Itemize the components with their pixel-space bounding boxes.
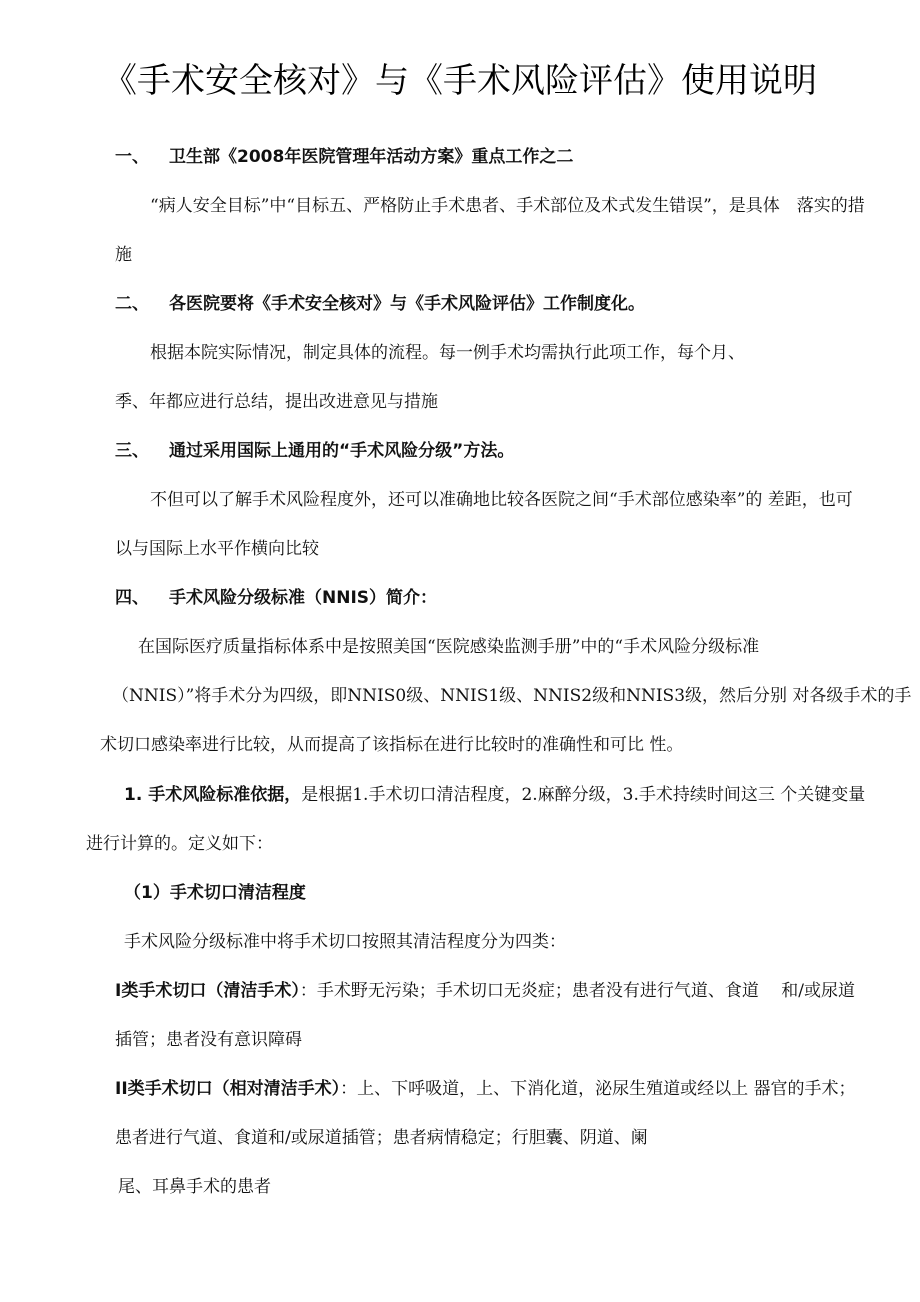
paragraph-line: 在国际医疗质量指标体系中是按照美国“医院感染监测手册”中的“手术风险分级标准 xyxy=(138,637,760,657)
paragraph-line: 手术风险分级标准中将手术切口按照其清洁程度分为四类： xyxy=(124,932,566,952)
item-label: 1. 手术风险标准依据， xyxy=(124,785,302,805)
paragraph-line: “病人安全目标”中“目标五、严格防止手术患者、手术部位及术式发生错误”，是具体 落实的措 xyxy=(150,196,865,216)
section-number: 三、 xyxy=(115,441,149,461)
section-title: 手术风险分级标准（NNIS）简介： xyxy=(169,588,438,608)
section-title: 卫生部《2008年医院管理年活动方案》重点工作之二 xyxy=(169,147,574,167)
section-number: 一、 xyxy=(115,147,149,167)
paragraph-line: 不但可以了解手术风险程度外，还可以准确地比较各医院之间“手术部位感染率”的 差距，也可 xyxy=(150,490,853,510)
paragraph-line: （NNIS）”将手术分为四级，即NNIS0级、NNIS1级、NNIS2级和NNIS3级，然后分别 对各级手术的手 xyxy=(112,686,912,706)
class-text: ：上、下呼吸道，上、下消化道，泌尿生殖道或经以上 器官的手术； xyxy=(340,1079,856,1099)
subsection-heading: （1）手术切口清洁程度 xyxy=(124,883,306,903)
document-title: 《手术安全核对》与《手术风险评估》使用说明 xyxy=(103,61,817,101)
section-number: 二、 xyxy=(115,294,149,314)
class-label: I类手术切口（清洁手术） xyxy=(115,981,300,1001)
section-heading xyxy=(115,587,437,609)
paragraph-line: 施 xyxy=(115,245,132,265)
paragraph-line: 季、年都应进行总结，提出改进意见与措施 xyxy=(115,392,438,412)
section-title: 通过采用国际上通用的“手术风险分级”方法。 xyxy=(169,441,515,461)
section-title: 各医院要将《手术安全核对》与《手术风险评估》工作制度化。 xyxy=(169,294,645,314)
section-number: 四、 xyxy=(115,588,149,608)
item-paragraph xyxy=(124,784,865,806)
class-label: II类手术切口（相对清洁手术） xyxy=(115,1079,341,1099)
class-paragraph xyxy=(115,980,855,1002)
paragraph-line: 尾、耳鼻手术的患者 xyxy=(118,1177,271,1197)
section-heading xyxy=(115,146,573,168)
paragraph-line: 进行计算的。定义如下： xyxy=(86,834,273,854)
section-heading xyxy=(115,440,514,462)
section-heading xyxy=(115,293,645,315)
paragraph-line: 术切口感染率进行比较，从而提高了该指标在进行比较时的准确性和可比 性。 xyxy=(100,735,684,755)
paragraph-line: 根据本院实际情况，制定具体的流程。每一例手术均需执行此项工作，每个月、 xyxy=(150,343,745,363)
item-text: 是根据1.手术切口清洁程度，2.麻醉分级，3.手术持续时间这三 个关键变量 xyxy=(301,785,866,805)
class-paragraph xyxy=(115,1078,856,1100)
paragraph-line: 患者进行气道、食道和/或尿道插管；患者病情稳定；行胆囊、阴道、阑 xyxy=(115,1128,648,1148)
class-text: ：手术野无污染；手术切口无炎症；患者没有进行气道、食道 和/或尿道 xyxy=(299,981,855,1001)
paragraph-line: 插管；患者没有意识障碍 xyxy=(115,1030,302,1050)
paragraph-line: 以与国际上水平作横向比较 xyxy=(115,539,319,559)
